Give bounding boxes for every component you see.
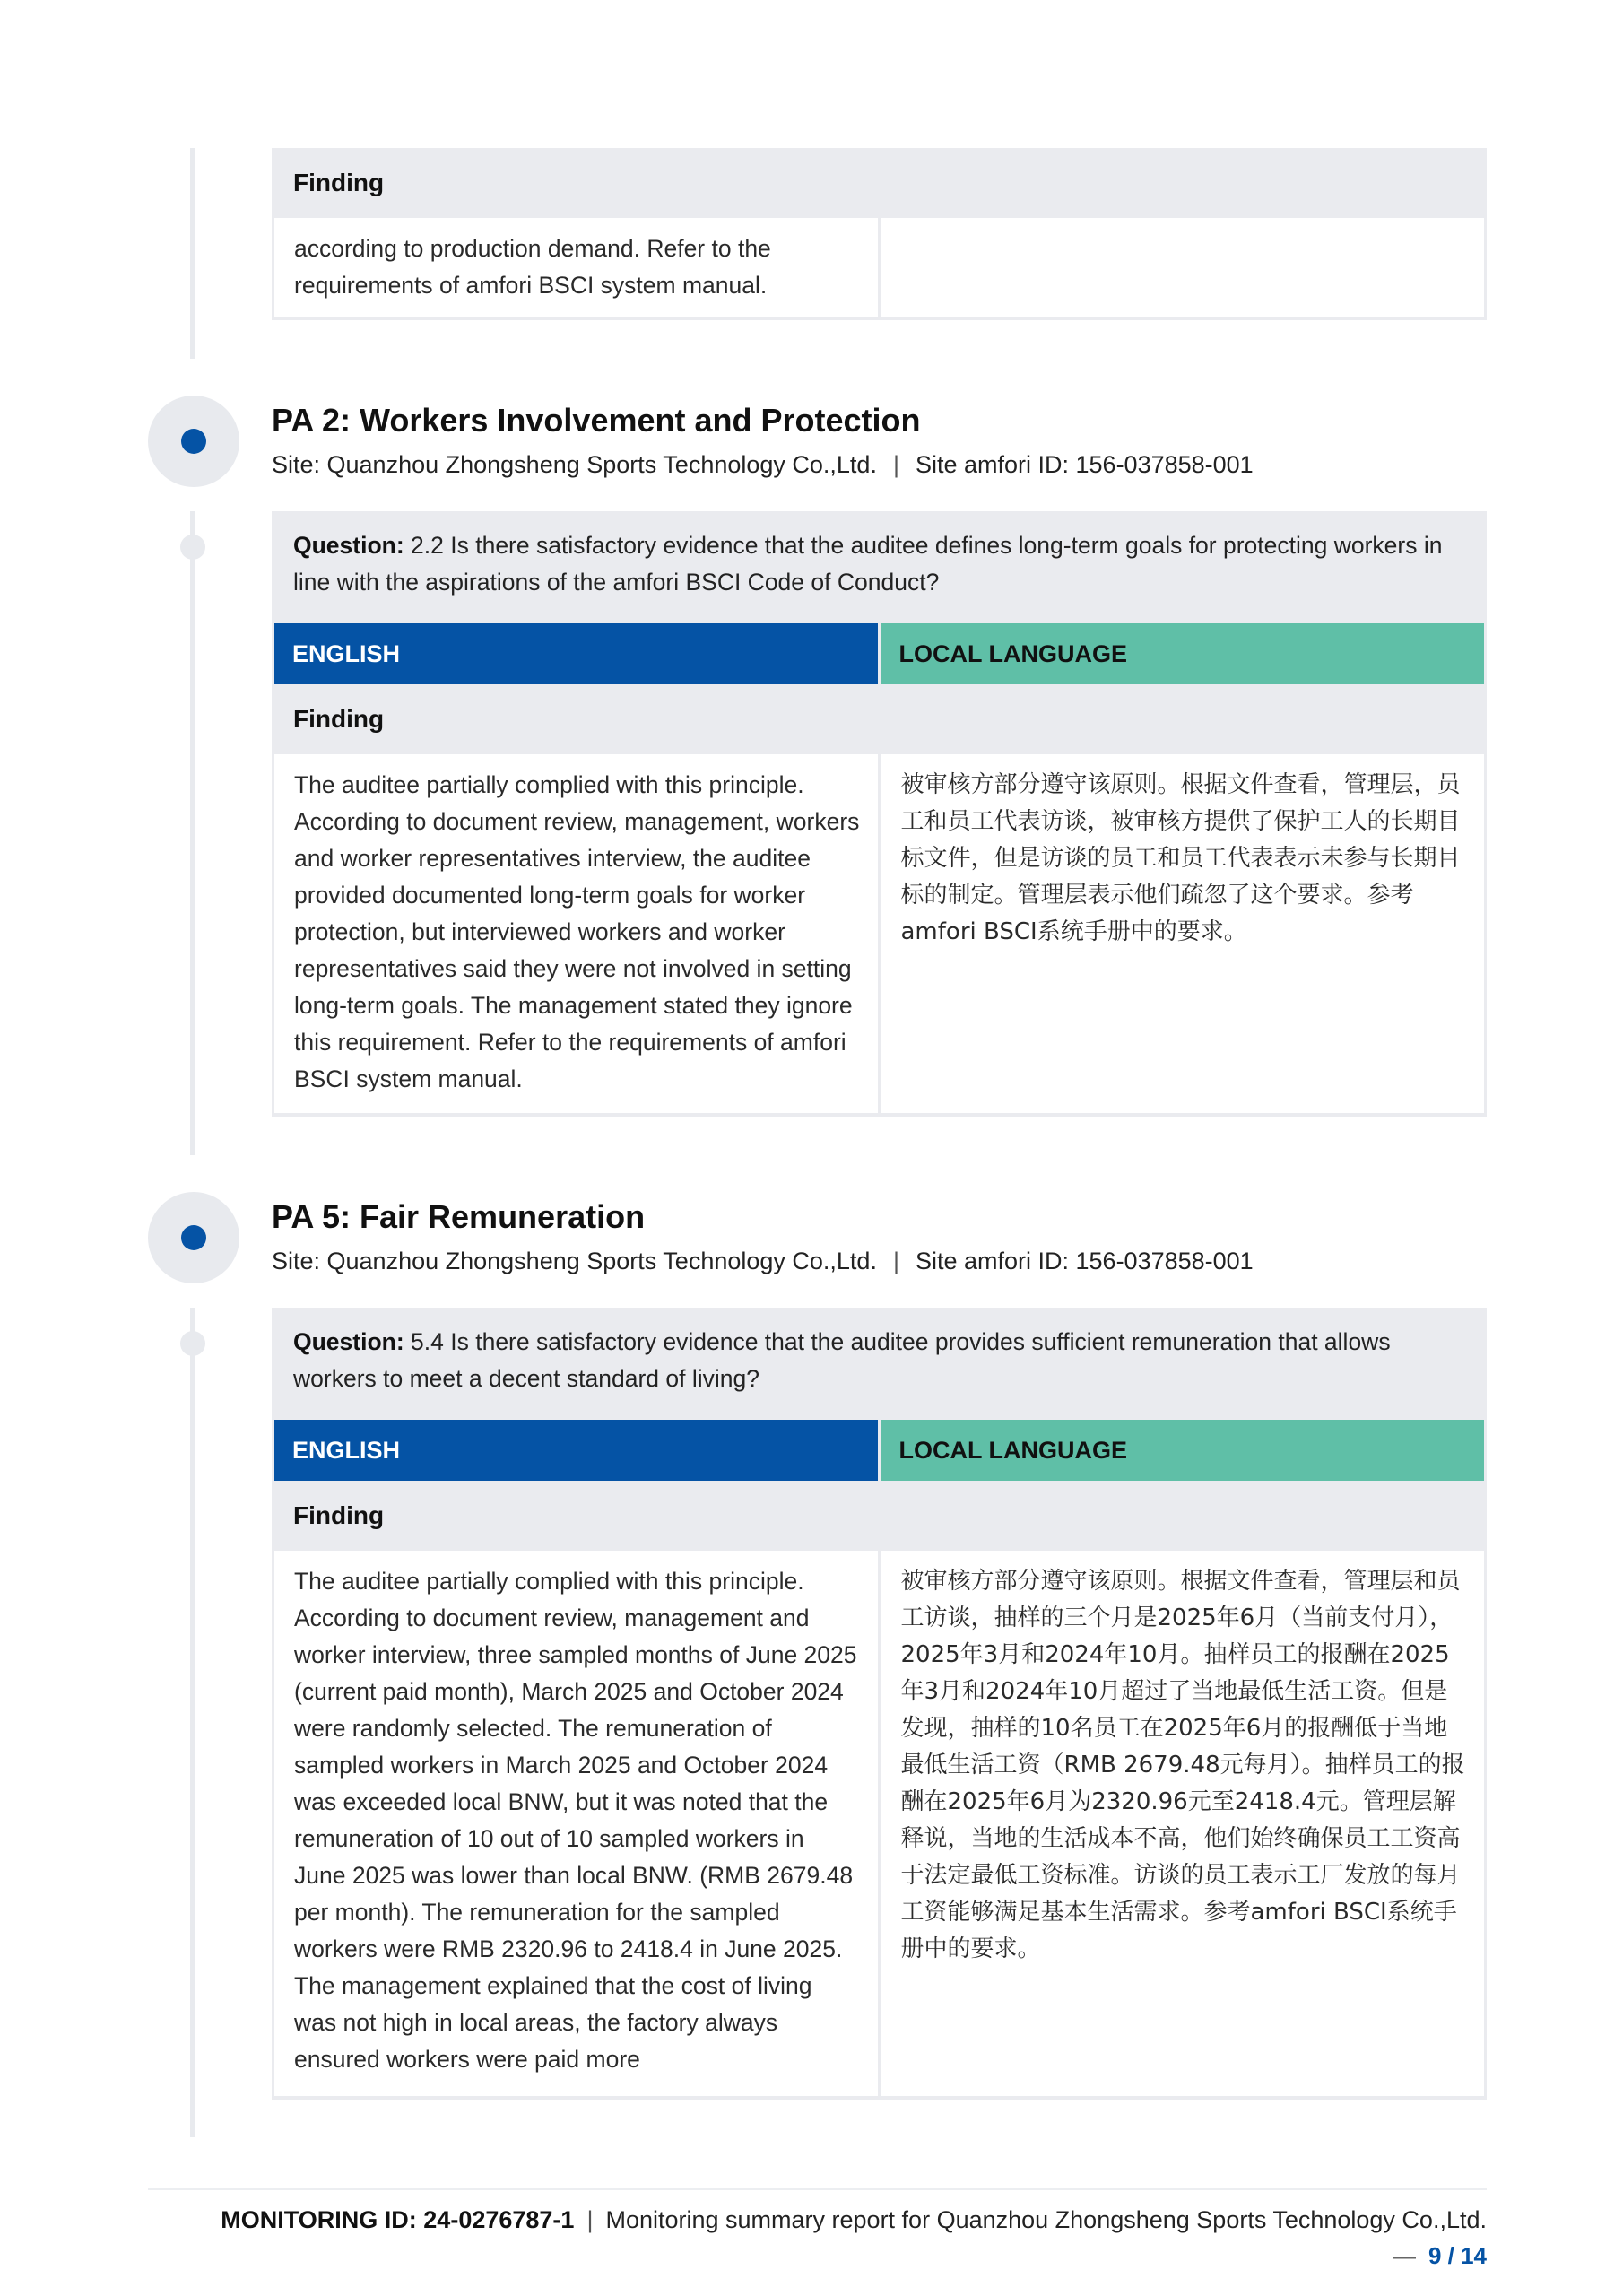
finding-local-cell: 被审核方部分遵守该原则。根据文件查看，管理层，员工和员工代表访谈，被审核方提供了保护工人的长期目标文件，但是访谈的员工和员工代表表示未参与长期目标的制定。管理层表示他们疏忽了这个要求。参考amfori BSCI系统手册中的要求。 bbox=[881, 754, 1485, 1113]
footer-divider bbox=[148, 2188, 1487, 2190]
site-name: Site: Quanzhou Zhongsheng Sports Technology Co.,Ltd. bbox=[272, 1248, 877, 1274]
timeline-line bbox=[190, 148, 195, 359]
timeline-marker-pa2 bbox=[148, 396, 239, 487]
question-text: 5.4 Is there satisfactory evidence that the auditee provides sufficient remuneration that allows workers to meet a decent standard of living? bbox=[293, 1328, 1391, 1392]
timeline-node-icon bbox=[180, 535, 205, 560]
finding-local-cell: 被审核方部分遵守该原则。根据文件查看，管理层和员工访谈，抽样的三个月是2025年6月（当前支付月），2025年3月和2024年10月。抽样员工的报酬在2025年3月和2024年10月超过了当地最低生活工资。但是发现，抽样的10名员工在2025年6月的报酬低于当地最低生活工资（RMB 2679.48元每月）。抽样员工的报酬在2025年6月为2320.96元至2418.4元。管理层解释说，当地的生活成本不高，他们始终确保员工工资高于法定最低工资标准。访谈的员工表示工厂发放的每月工资能够满足基本生活需求。参考amfori BSCI系统手册中的要求。 bbox=[881, 1551, 1485, 2096]
question-label: Question: bbox=[293, 532, 404, 559]
language-header-row bbox=[272, 1417, 1487, 1481]
timeline-line bbox=[190, 1308, 195, 2137]
finding-label: Finding bbox=[272, 684, 1487, 754]
separator: | bbox=[892, 451, 899, 478]
timeline-dot-icon bbox=[181, 1225, 206, 1250]
finding-row bbox=[272, 1551, 1487, 2100]
question-table-pa5 bbox=[272, 1308, 1487, 2100]
finding-english-cell: The auditee partially complied with this principle. According to document review, management and worker interview, three sampled months of June 2025 (current paid month), March 2025 and October 2024 were randomly selected. The remuneration of sampled workers in March 2025 and October 2024 was exceeded local BNW, but it was noted that the remuneration of 10 out of 10 sampled workers in June 2025 was lower than local BNW. (RMB 2679.48 per month). The remuneration for the sampled workers were RMB 2320.96 to 2418.4 in June 2025. The management explained that the cost of living was not high in local areas, the factory always ensured workers were paid more bbox=[274, 1551, 878, 2096]
footer bbox=[221, 2206, 1487, 2234]
local-language-header: LOCAL LANGUAGE bbox=[881, 1420, 1485, 1481]
page-number: 9 / 14 bbox=[1428, 2242, 1487, 2269]
section-title: PA 5: Fair Remuneration bbox=[272, 1198, 646, 1235]
finding-english-cell: according to production demand. Refer to the requirements of amfori BSCI system manual. bbox=[274, 218, 878, 317]
site-info bbox=[272, 1248, 1254, 1275]
language-header-row bbox=[272, 621, 1487, 684]
question-table-pa2 bbox=[272, 511, 1487, 1117]
question-label: Question: bbox=[293, 1328, 404, 1355]
page-indicator bbox=[1393, 2242, 1487, 2270]
finding-row bbox=[272, 754, 1487, 1117]
dash-icon: — bbox=[1392, 2242, 1416, 2269]
timeline-line bbox=[190, 511, 195, 1155]
site-info bbox=[272, 451, 1254, 479]
question-text: 2.2 Is there satisfactory evidence that the auditee defines long-term goals for protecting workers in line with the aspirations of the amfori BSCI Code of Conduct? bbox=[293, 532, 1443, 596]
finding-row bbox=[272, 218, 1487, 320]
continued-finding-table bbox=[272, 148, 1487, 320]
separator: | bbox=[892, 1248, 899, 1274]
timeline-marker-pa5 bbox=[148, 1192, 239, 1283]
section-title: PA 2: Workers Involvement and Protection bbox=[272, 402, 921, 439]
finding-local-cell bbox=[881, 218, 1485, 317]
question-box bbox=[272, 1308, 1487, 1417]
finding-english-cell: The auditee partially complied with this principle. According to document review, management, workers and worker representatives interview, the auditee provided documented long-term goals for worker protection, but interviewed workers and worker representatives said they were not involved in setting long-term goals. The management stated they ignore this requirement. Refer to the requirements of amfori BSCI system manual. bbox=[274, 754, 878, 1113]
site-id: Site amfori ID: 156-037858-001 bbox=[915, 1248, 1254, 1274]
finding-label: Finding bbox=[272, 1481, 1487, 1551]
monitoring-id: MONITORING ID: 24-0276787-1 bbox=[221, 2206, 575, 2233]
site-name: Site: Quanzhou Zhongsheng Sports Technology Co.,Ltd. bbox=[272, 451, 877, 478]
timeline-node-icon bbox=[180, 1331, 205, 1356]
local-language-header: LOCAL LANGUAGE bbox=[881, 623, 1485, 684]
finding-label: Finding bbox=[272, 148, 1487, 218]
report-title: Monitoring summary report for Quanzhou Zhongsheng Sports Technology Co.,Ltd. bbox=[605, 2206, 1487, 2233]
english-header: ENGLISH bbox=[274, 623, 878, 684]
timeline-dot-icon bbox=[181, 429, 206, 454]
site-id: Site amfori ID: 156-037858-001 bbox=[915, 451, 1254, 478]
question-box bbox=[272, 511, 1487, 621]
english-header: ENGLISH bbox=[274, 1420, 878, 1481]
separator: | bbox=[586, 2206, 594, 2233]
